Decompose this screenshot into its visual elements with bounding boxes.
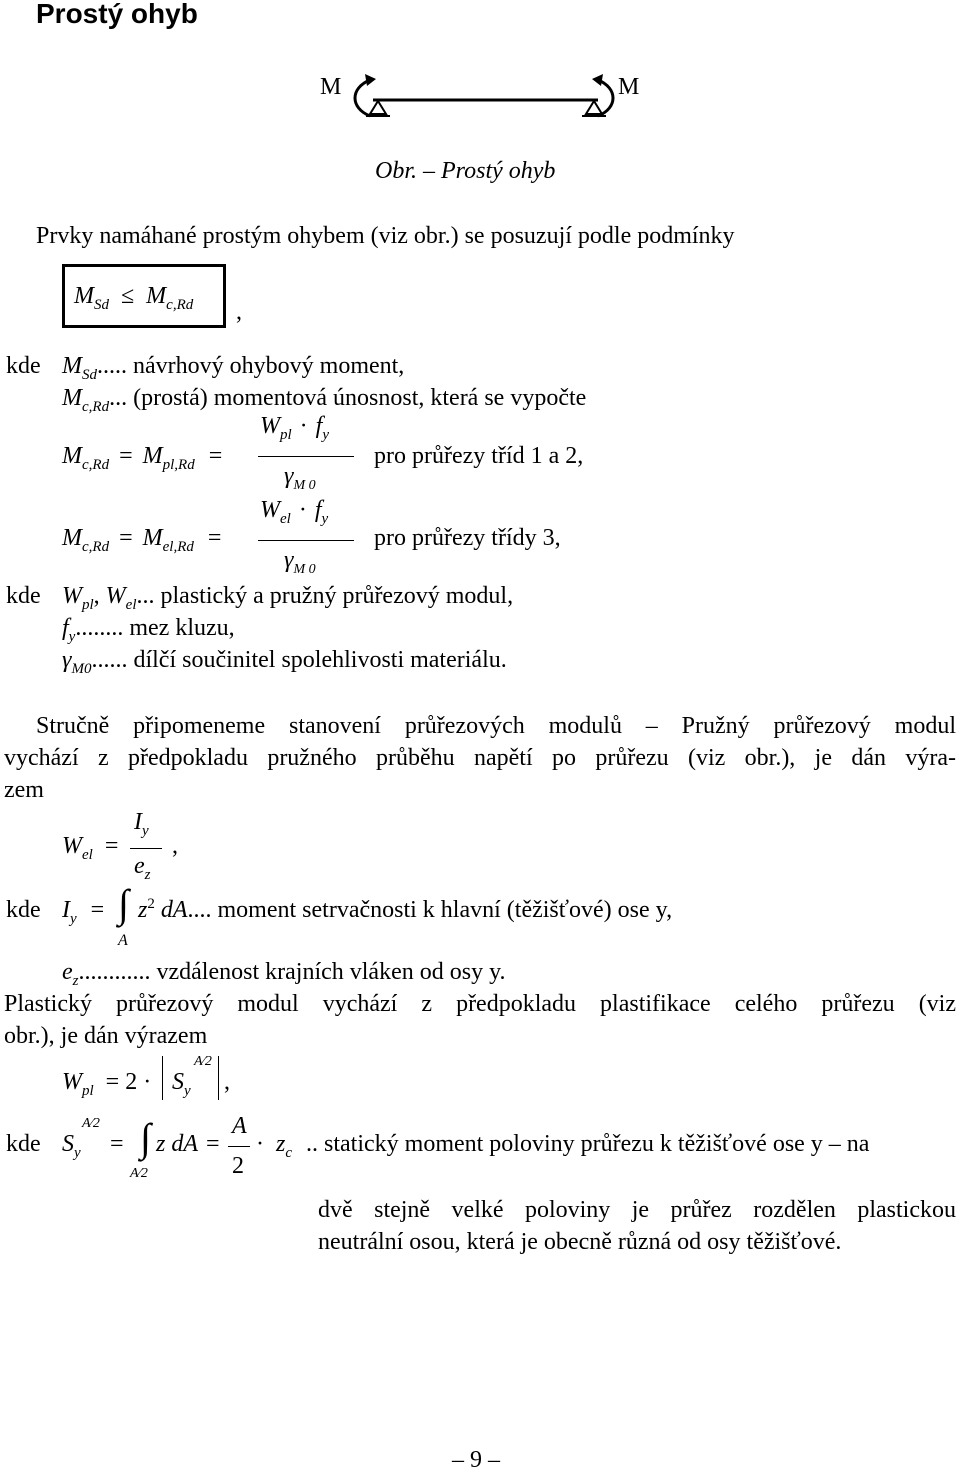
eq-wel-numerator: $I_y$ [134,809,149,839]
support-right-icon [586,101,602,114]
eq-wel: $W_{el}$ = [62,833,119,863]
support-left-icon [370,101,386,114]
intro-text: Prvky namáhané prostým ohybem (viz obr.) se posuzují podle podmínky [36,223,735,249]
eq-wel-fraction-bar [130,848,162,849]
boxed-condition-comma: , [236,299,242,325]
eq-sy-eq: = [110,1131,124,1157]
page-number: – 9 – [452,1447,500,1473]
eq-el-text: pro průřezy třídy 3, [374,525,561,551]
eq-el-numerator: $W_{el} \cdot f_y$ [260,497,329,527]
eq-sy-integral-limit: A⁄2 [130,1166,148,1181]
def-mcrd: $M_{c,Rd}$... (prostá) momentová únosnost, která se vypočte [62,385,587,415]
eq-mcrd-el: $M_{c,Rd} = M_{el,Rd}$ = [62,525,222,555]
eq-pl-denominator: $\gamma_{M 0}$ [284,463,316,493]
eq-wpl-s: $S_y$ [172,1069,191,1099]
para2-line2: obr.), je dán výrazem [4,1023,208,1049]
eq-sy-lhs: $S_y$ [62,1131,81,1161]
eq-wpl: $W_{pl} = 2$ · [62,1069,152,1099]
eq-wel-denominator: $e_z$ [134,853,151,883]
eq-sy-kde: kde [6,1131,41,1157]
para1-line2: vychází z předpokladu pružného průběhu napětí po průřezu (viz obr.), je dán výra- [4,745,956,771]
defs1-kde: kde [6,353,41,379]
moment-label-right: M [618,74,640,100]
def-msd: $M_{Sd}$..... návrhový ohybový moment, [62,353,405,383]
def-ez: $e_z$............ vzdálenost krajních vláken od osy y. [62,959,506,989]
eq-el-denominator: $\gamma_{M 0}$ [284,547,316,577]
eq-sy-frac-den: 2 [232,1153,244,1179]
figure-caption: Obr. – Prostý ohyb [375,158,556,184]
para1-line1: Stručně připomeneme stanovení průřezových modulů – Pružný průřezový modul [36,713,956,739]
eq-sy-integral: ∫ [140,1115,151,1160]
eq-wel-comma: , [172,833,178,859]
eq-pl-numerator: $W_{pl} \cdot f_y$ [260,413,330,443]
wpl-abs-bar-right [218,1056,219,1100]
eq-sy-frac-bar [228,1146,250,1147]
integral-sign: ∫ [118,881,129,926]
eq-sy-eq2: = [206,1131,220,1157]
def-wpl-wel: $W_{pl}$, $W_{el}$... plastický a pružný průřezový modul, [62,583,514,613]
eq-sy-text-line2: dvě stejně velké poloviny je průřez rozdělen plastickou [318,1197,956,1223]
eq-iy-rhs: $z^2$ dA.... moment setrvačnosti k hlavní (těžišťové) ose y, [138,896,673,923]
eq-sy-text: .. statický moment poloviny průřezu k těžišťové ose y – na [306,1131,870,1157]
eq-sy-frac-num: A [232,1113,247,1139]
beam-figure [318,70,648,130]
eq-sy-zda: z dA [156,1131,198,1157]
moment-label-left: M [320,74,342,100]
integral-limit: A [118,932,128,949]
eq-wpl-comma: , [224,1069,230,1095]
eq-sy-text-line3: neutrální osou, která je obecně různá od osy těžišťové. [318,1229,842,1255]
def-fy: $f_y$........ mez kluzu, [62,615,235,645]
eq-sy-sup: A⁄2 [82,1116,100,1131]
eq-iy-lhs: $I_y$ = [62,897,105,927]
para2-line1: Plastický průřezový modul vychází z předpokladu plastifikace celého průřezu (viz [4,991,956,1017]
eq-mcrd-pl: $M_{c,Rd} = M_{pl,Rd}$ = [62,443,223,473]
eq-sy-zc: · $z_c$ [256,1131,293,1161]
eq-pl-fraction-bar [258,456,354,457]
eq-iy-kde: kde [6,897,41,923]
eq-wpl-s-sup: A⁄2 [194,1054,212,1069]
def-gamma: $\gamma_{M0}$...... dílčí součinitel spolehlivosti materiálu. [62,647,507,677]
eq-el-fraction-bar [258,540,354,541]
eq-pl-text: pro průřezy tříd 1 a 2, [374,443,584,469]
beam-diagram [318,70,648,130]
para1-line3: zem [4,777,44,803]
wpl-abs-bar-left [162,1056,163,1100]
defs2-kde: kde [6,583,41,609]
page-title: Prostý ohyb [36,0,198,29]
boxed-condition-formula: $M_{Sd} \le M_{c,Rd}$ [74,283,194,313]
